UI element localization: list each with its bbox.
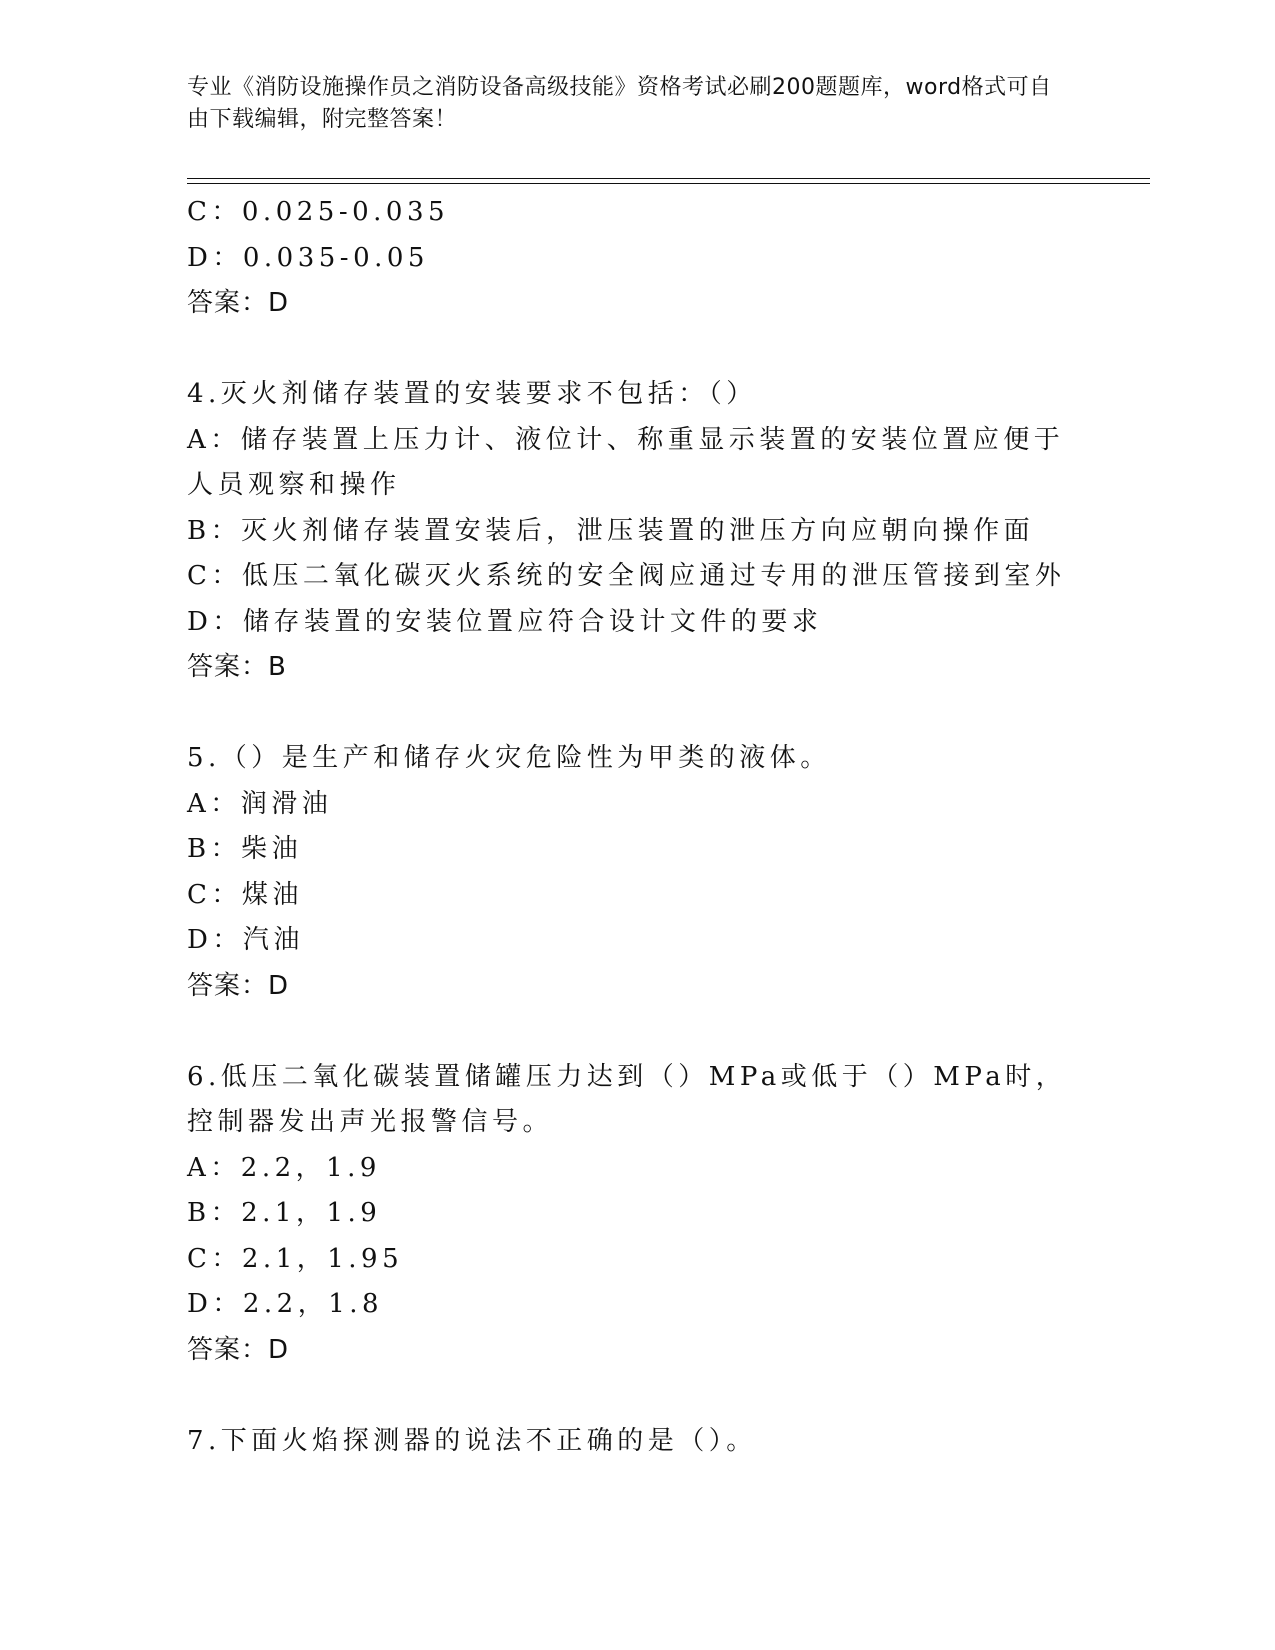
question-block-prev <box>187 190 1067 327</box>
option-c: C：2.1，1.95 <box>187 1243 404 1274</box>
answer-line: 答案：D <box>187 970 290 1001</box>
option-c: C：煤油 <box>187 879 303 910</box>
question-block <box>187 372 1067 691</box>
answer-line: 答案：B <box>187 652 287 682</box>
header-text: 专业《消防设施操作员之消防设备高级技能》资格考试必刷200题题库，word格式可自由下载编辑，附完整答案！ <box>187 75 1052 132</box>
option-a: A：2.2，1.9 <box>187 1152 381 1183</box>
option-b: B：柴油 <box>187 834 303 864</box>
option-a: A：储存装置上压力计、液位计、称重显示装置的安装位置应便于人员观察和操作 <box>187 424 1065 500</box>
spacer <box>187 1009 1067 1055</box>
header-rule-top <box>187 178 1150 179</box>
spacer <box>187 1373 1067 1419</box>
question-stem: 4.灭火剂储存装置的安装要求不包括：（） <box>187 379 757 409</box>
page-header <box>187 72 1067 136</box>
option-c: C：0.025-0.035 <box>187 197 450 227</box>
option-d: D：2.2，1.8 <box>187 1289 384 1319</box>
question-block <box>187 1055 1067 1374</box>
question-stem: 5.（）是生产和储存火灾危险性为甲类的液体。 <box>187 743 831 773</box>
question-block <box>187 1419 1067 1465</box>
question-list <box>187 190 1067 1464</box>
answer-line: 答案：D <box>187 288 290 318</box>
answer-line: 答案：D <box>187 1334 290 1365</box>
option-b: B：灭火剂储存装置安装后，泄压装置的泄压方向应朝向操作面 <box>187 515 1035 546</box>
option-b: B：2.1，1.9 <box>187 1198 382 1228</box>
option-a: A：润滑油 <box>187 788 333 819</box>
question-stem: 7.下面火焰探测器的说法不正确的是（）。 <box>187 1425 757 1456</box>
spacer <box>187 327 1067 373</box>
question-block <box>187 736 1067 1009</box>
option-d: D：汽油 <box>187 925 304 955</box>
question-stem: 6.低压二氧化碳装置储罐压力达到（）MPa或低于（）MPa时，控制器发出声光报警信号。 <box>187 1061 1067 1137</box>
header-rule-bottom <box>187 183 1150 184</box>
spacer <box>187 691 1067 737</box>
option-d: D：0.035-0.05 <box>187 242 429 273</box>
option-d: D：储存装置的安装位置应符合设计文件的要求 <box>187 606 823 637</box>
option-c: C：低压二氧化碳灭火系统的安全阀应通过专用的泄压管接到室外 <box>187 561 1066 591</box>
